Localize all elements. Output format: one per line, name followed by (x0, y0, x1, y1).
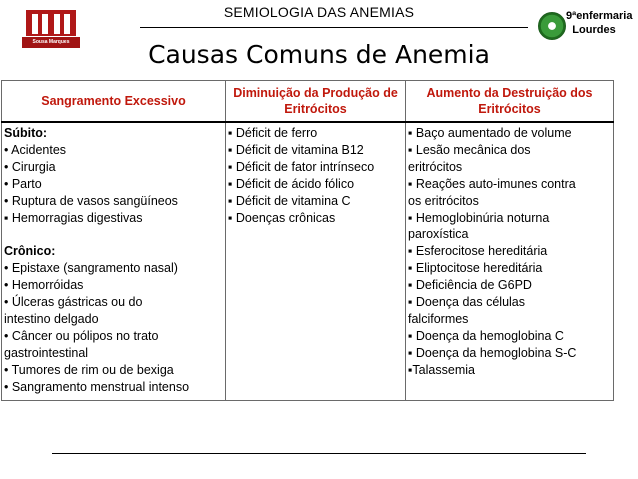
subheading: Súbito: (4, 126, 48, 140)
list-item: ▪ Déficit de ácido fólico (228, 176, 355, 191)
list-item: os eritrócitos (408, 193, 479, 208)
list-item: ▪ Lesão mecânica dos (408, 142, 531, 157)
logo-left-caption: Sousa Marques (22, 37, 80, 48)
list-item: paroxística (408, 227, 469, 242)
list-item: ▪ Deficiência de G6PD (408, 278, 532, 293)
list-item: ▪ Doenças crônicas (228, 210, 336, 225)
logo-right-line2: Lourdes (572, 24, 616, 36)
cell-producao (226, 122, 406, 400)
list-item: falciformes (408, 311, 469, 326)
list-item: • Úlceras gástricas ou do (4, 295, 143, 310)
spacer (4, 226, 225, 243)
list-item: • Cirurgia (4, 159, 56, 174)
cell-destruicao (406, 122, 614, 400)
footer-rule (52, 453, 586, 454)
cell-sangramento (2, 122, 226, 400)
list-item: ▪Talassemia (408, 362, 475, 377)
list-item: ▪ Déficit de fator intrínseco (228, 159, 375, 174)
logo-right (538, 9, 633, 43)
column-header-producao: Diminuição da Produção de Eritrócitos (226, 81, 406, 123)
list-item: • Acidentes (4, 142, 67, 157)
page-title: Causas Comuns de Anemia (148, 40, 490, 69)
list-item: • Câncer ou pólipos no trato (4, 328, 159, 343)
list-item: • Ruptura de vasos sangüíneos (4, 193, 178, 208)
list-item: ▪ Doença das células (408, 295, 525, 310)
column-header-destruicao: Aumento da Destruição dos Eritrócitos (406, 81, 614, 123)
list-item: ▪ Reações auto-imunes contra (408, 176, 576, 191)
list-item: gastrointestinal (4, 345, 89, 360)
list-item: ▪ Doença da hemoglobina S-C (408, 345, 577, 360)
table-row (2, 122, 614, 400)
list-item: intestino delgado (4, 312, 99, 327)
logo-right-line1: 9ªenfermaria (566, 10, 633, 22)
list-item: ▪ Eliptocitose hereditária (408, 261, 543, 276)
list-item: ▪ Déficit de ferro (228, 126, 318, 140)
list-item: ▪ Esferocitose hereditária (408, 244, 548, 259)
subheading: Crônico: (4, 244, 56, 259)
list-item: ▪ Hemorragias digestivas (4, 210, 143, 225)
list-item: eritrócitos (408, 159, 463, 174)
list-item: • Parto (4, 176, 42, 191)
causes-table (1, 80, 614, 401)
list-item: • Hemorróidas (4, 278, 84, 293)
table-header-row (2, 81, 614, 123)
list-item: ▪ Hemoglobinúria noturna (408, 210, 550, 225)
list-item: ▪ Déficit de vitamina B12 (228, 142, 364, 157)
list-item: ▪ Baço aumentado de volume (408, 126, 572, 140)
column-header-sangramento: Sangramento Excessivo (2, 81, 226, 123)
list-item: ▪ Déficit de vitamina C (228, 193, 351, 208)
list-item: • Epistaxe (sangramento nasal) (4, 261, 178, 276)
header-rule (140, 27, 528, 28)
header-title: SEMIOLOGIA DAS ANEMIAS (223, 4, 415, 20)
emblem-icon (538, 12, 566, 40)
list-item: • Tumores de rim ou de bexiga (4, 362, 174, 377)
list-item: • Sangramento menstrual intenso (4, 379, 190, 394)
list-item: ▪ Doença da hemoglobina C (408, 328, 564, 343)
